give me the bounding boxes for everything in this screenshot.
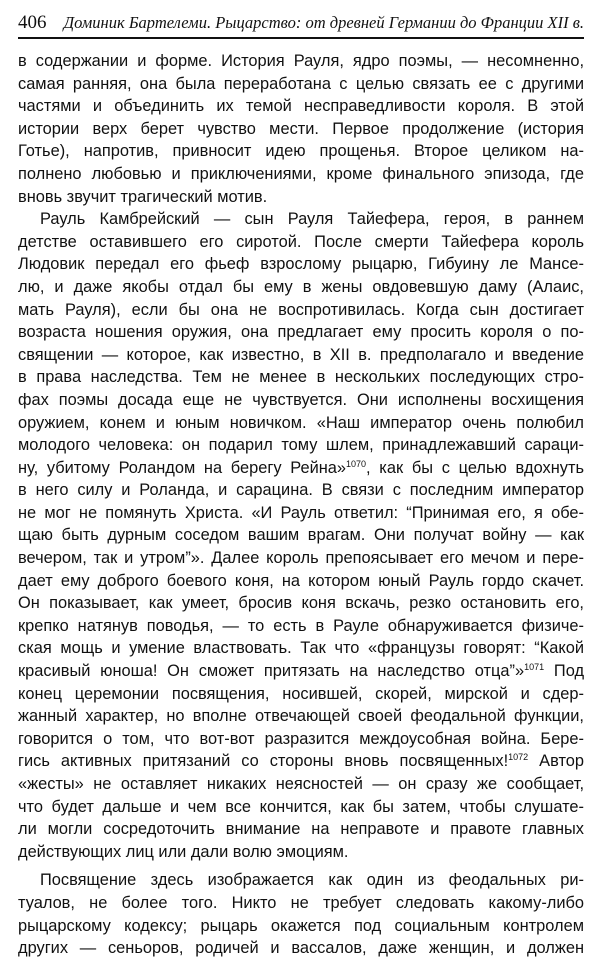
text-line: говорится о том, что вот-вот разразится междоусобная война. Бере- — [18, 729, 584, 748]
text-line: в содержании и форме. История Рауля, ядро поэмы, — несомненно, — [18, 52, 584, 70]
text-line: самая ранняя, она была переработана с целью связать ее с другими — [18, 74, 584, 93]
footnote-ref-1072[interactable]: 1072 — [508, 752, 529, 763]
text-line-with-footnote — [18, 457, 584, 480]
text-line: ли могли сосредоточить внимание на неправоте и правоте главных — [18, 820, 584, 839]
text-fragment: , как бы с целью вдохнуть — [366, 458, 584, 477]
footnote-ref-1071[interactable]: 1071 — [524, 662, 545, 673]
text-line: «жесты» не оставляет никаких неясностей — он сразу же сообщает, — [18, 775, 584, 793]
text-line: вновь звучит трагический мотив. — [18, 187, 268, 206]
text-line: конец церемонии посвящения, носившей, скорей, мирской и сдер- — [18, 684, 584, 703]
text-line: мать Рауля), если бы она не воспротивилась. Когда сын достигает — [18, 300, 584, 319]
text-line: ская мощь и умение властвовать. Так что «французы говорят: “Какой — [18, 639, 584, 658]
text-line: возраста ношения оружия, она предлагает ему просить короля о по- — [18, 323, 584, 342]
text-line: частями и объединить их темой несправедливости короля. В этой — [18, 97, 584, 116]
page-header — [18, 10, 584, 40]
text-line: в права наследства. Тем не менее в нескольких последующих стро- — [18, 368, 584, 387]
body-text — [18, 50, 584, 960]
text-line: щаю быть дурным соседом вашим врагам. Они получат войну — как — [18, 526, 584, 545]
text-line: крепко натянув поводья, — то есть в Рауле обнаруживается физиче- — [18, 616, 584, 635]
text-line: священии — которое, как известно, в XII в. предполагало и введение — [18, 345, 584, 364]
text-line-with-footnote — [18, 750, 584, 773]
footnote-ref-1070[interactable]: 1070 — [346, 458, 367, 469]
text-line: рыцарскому кодексу; рыцарь окажется под социальным контролем — [18, 916, 584, 935]
text-line: Людовик передал его фьеф взрослому рыцарю, Гибуину ле Мансе- — [18, 255, 584, 274]
text-line: лю, и даже якобы отдал бы ему в жены овдовевшую даму (Алаис, — [18, 277, 584, 296]
text-line: жанный характер, но вполне отвечающей своей феодальной функции, — [18, 707, 584, 726]
text-line: других — сеньоров, родичей и вассалов, даже женщин, и должен — [18, 939, 584, 958]
text-line: вечером, так и утром”». Далее король препоясывает его мечом и пере- — [18, 549, 584, 568]
text-line: дает ему доброго боевого коня, на котором юный Рауль гордо скачет. — [18, 571, 584, 590]
text-line: Он показывает, как умеет, бросив коня вскачь, резко остановить его, — [18, 594, 584, 613]
text-line-with-footnote — [18, 660, 584, 683]
text-line: в него силу и Роланда, и сарацина. В связи с последним император — [18, 481, 584, 500]
text-line: Готье), напротив, привносит идею прощенья. Второе целиком на- — [18, 142, 584, 161]
text-fragment: Под — [544, 662, 585, 681]
text-line: не мог не помянуть Христа. «И Рауль ответил: “Принимая его, я обе- — [18, 503, 584, 522]
text-line: что будет дальше и чем все кончится, как бы затем, чтобы слушате- — [18, 797, 584, 816]
paragraph-1 — [18, 50, 584, 208]
text-fragment: ну, убитому Роландом на берегу Рейна» — [18, 458, 347, 477]
page-number: 406 — [18, 12, 47, 33]
text-fragment: Автор — [528, 752, 584, 771]
text-line: Посвящение здесь изображается как один из феодальных ри- — [40, 871, 584, 890]
paragraph-3 — [18, 869, 584, 959]
running-head: Доминик Бартелеми. Рыцарство: от древней Германии до Франции XII в. — [63, 13, 584, 32]
text-fragment: гись активных притязаний со стороны вновь посвященных! — [18, 752, 509, 771]
text-line: фах поэмы досада еще не чувствуется. Они исполнены восхищения — [18, 390, 584, 409]
text-line: молодого человека: он подарил тому шлем, принадлежавший сараци- — [18, 436, 584, 455]
paragraph-2 — [18, 208, 584, 863]
text-line: детстве оставившего его сиротой. После смерти Тайефера король — [18, 232, 584, 251]
text-line: туалов, не более того. Никто не требует следовать какому-либо — [18, 893, 584, 912]
text-line: действующих лиц или дали волю эмоциям. — [18, 842, 349, 861]
text-line: полнено любовью и приключениями, кроме финального эпизода, где — [18, 164, 584, 183]
header-rule — [18, 37, 584, 39]
text-line: оружием, конем и юным новичком. «Наш император очень полюбил — [18, 413, 584, 432]
text-fragment: красивый юноша! Он сможет притязать на наследство отца”» — [18, 662, 525, 681]
text-line: Рауль Камбрейский — сын Рауля Тайефера, героя, в раннем — [40, 210, 584, 229]
text-line: истории верх берет чувство мести. Первое продолжение (история — [18, 119, 584, 138]
